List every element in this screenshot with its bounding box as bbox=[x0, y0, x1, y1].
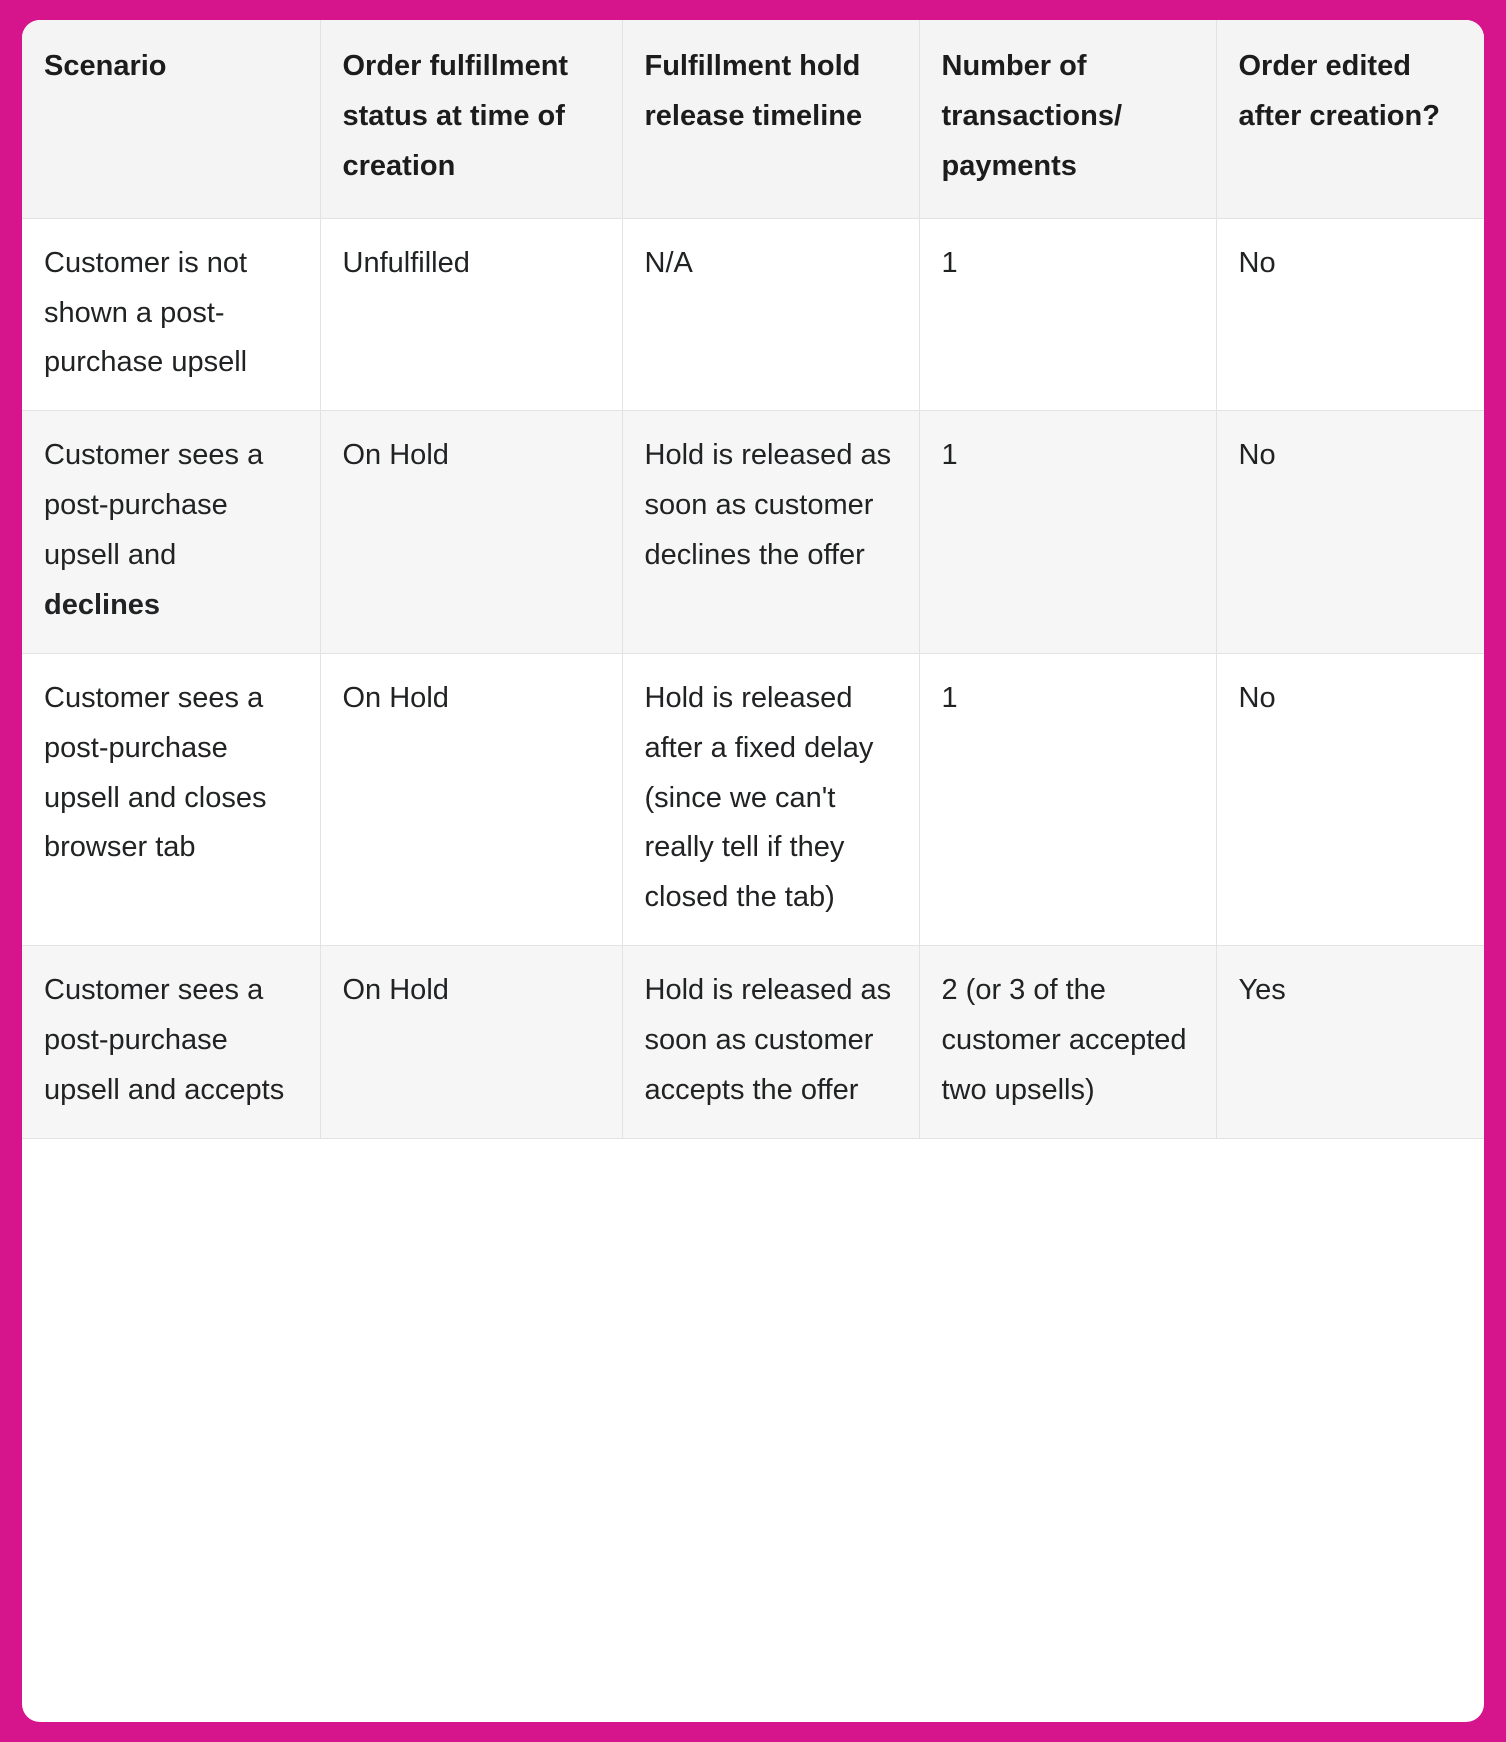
cell-timeline: Hold is released as soon as customer accepts the offer bbox=[622, 946, 919, 1139]
table-row bbox=[22, 411, 1484, 654]
cell-transactions: 1 bbox=[919, 411, 1216, 654]
scenarios-table bbox=[22, 20, 1484, 1139]
cell-timeline: N/A bbox=[622, 218, 919, 411]
cell-scenario: Customer is not shown a post-purchase upsell bbox=[22, 218, 320, 411]
cell-transactions: 1 bbox=[919, 653, 1216, 945]
cell-timeline: Hold is released after a fixed delay (since we can't really tell if they closed the tab) bbox=[622, 653, 919, 945]
cell-status: On Hold bbox=[320, 411, 622, 654]
cell-transactions: 2 (or 3 of the customer accepted two upsells) bbox=[919, 946, 1216, 1139]
column-header-scenario: Scenario bbox=[22, 20, 320, 218]
cell-status: On Hold bbox=[320, 946, 622, 1139]
cell-order-edited: Yes bbox=[1216, 946, 1484, 1139]
table-row bbox=[22, 653, 1484, 945]
cell-status: Unfulfilled bbox=[320, 218, 622, 411]
table-card bbox=[22, 20, 1484, 1722]
cell-scenario-prefix: Customer sees a post-purchase upsell and bbox=[44, 439, 264, 571]
column-header-transactions: Number of transactions/ payments bbox=[919, 20, 1216, 218]
cell-scenario: Customer sees a post-purchase upsell and closes browser tab bbox=[22, 653, 320, 945]
column-header-hold-release-timeline: Fulfillment hold release timeline bbox=[622, 20, 919, 218]
table-row bbox=[22, 946, 1484, 1139]
column-header-fulfillment-status: Order fulfillment status at time of creation bbox=[320, 20, 622, 218]
column-header-order-edited: Order edited after creation? bbox=[1216, 20, 1484, 218]
cell-order-edited: No bbox=[1216, 411, 1484, 654]
cell-order-edited: No bbox=[1216, 653, 1484, 945]
table-row bbox=[22, 218, 1484, 411]
table-header bbox=[22, 20, 1484, 218]
cell-scenario bbox=[22, 411, 320, 654]
cell-order-edited: No bbox=[1216, 218, 1484, 411]
cell-timeline: Hold is released as soon as customer declines the offer bbox=[622, 411, 919, 654]
cell-transactions: 1 bbox=[919, 218, 1216, 411]
table-header-row bbox=[22, 20, 1484, 218]
cell-status: On Hold bbox=[320, 653, 622, 945]
cell-scenario: Customer sees a post-purchase upsell and accepts bbox=[22, 946, 320, 1139]
cell-scenario-emphasis: declines bbox=[44, 588, 161, 621]
table-body bbox=[22, 218, 1484, 1138]
